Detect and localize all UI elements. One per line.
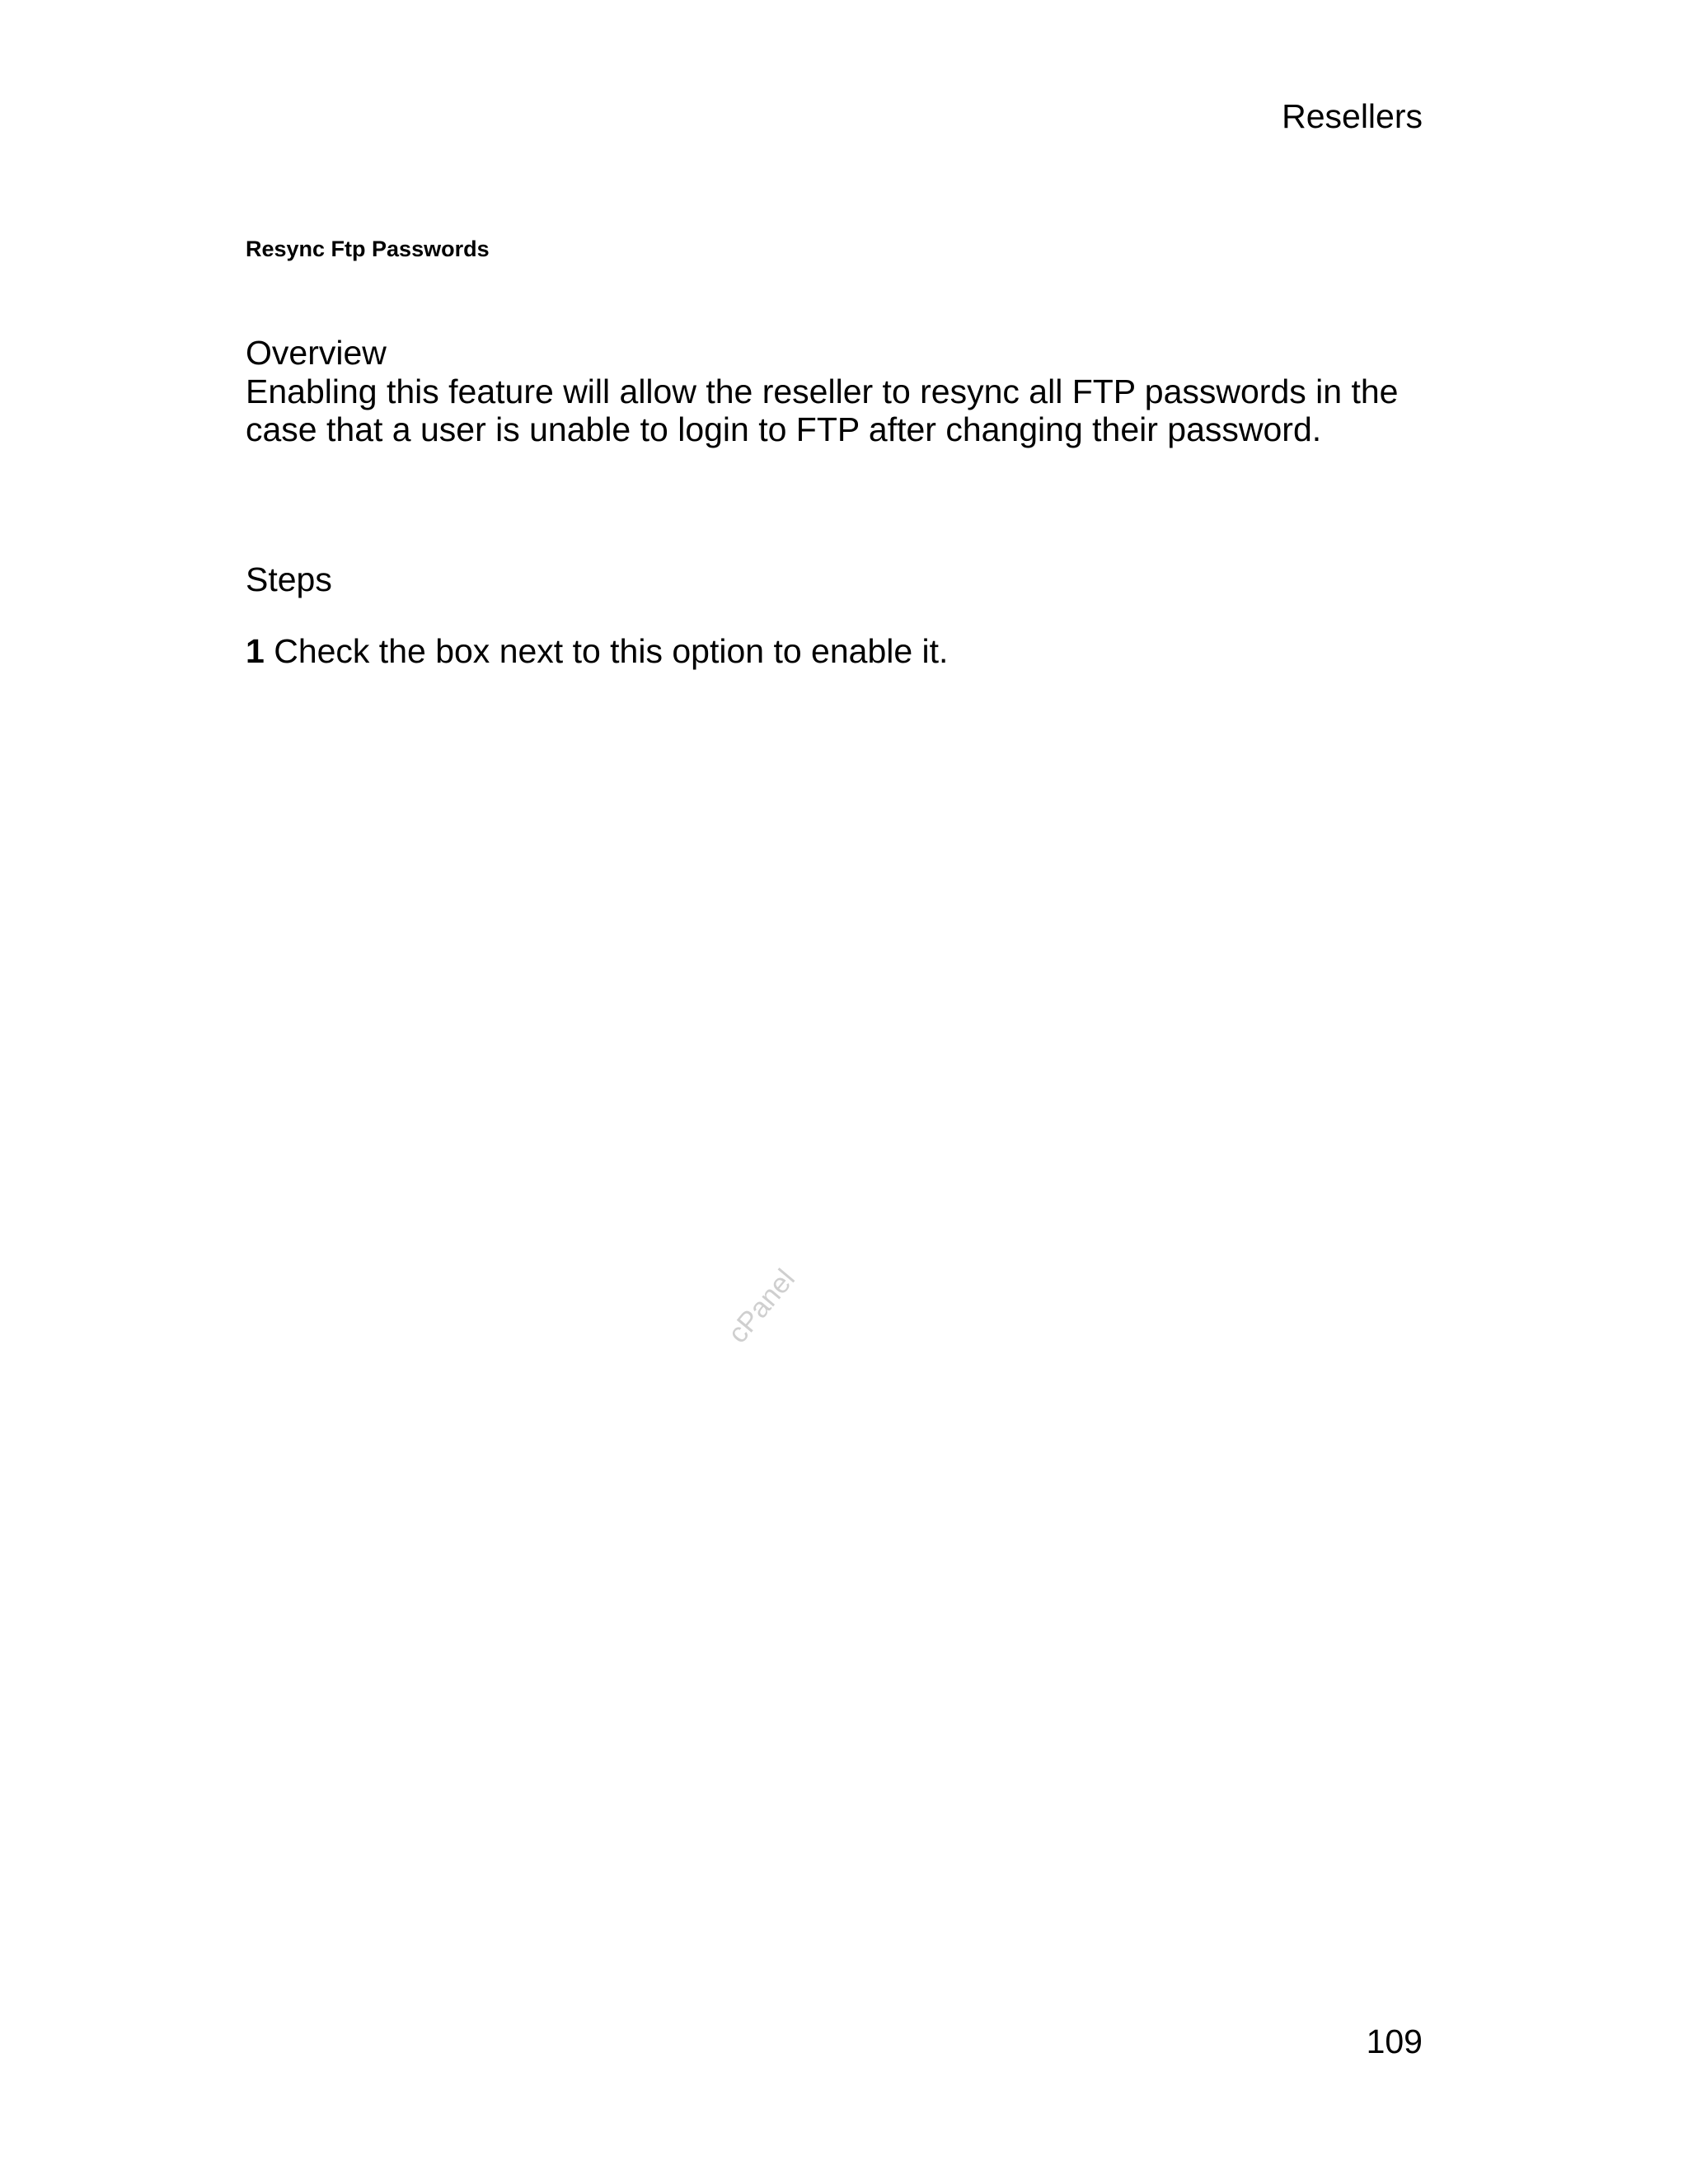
steps-heading: Steps (246, 560, 332, 598)
overview-paragraph (246, 373, 1449, 448)
overview-heading: Overview (246, 334, 387, 372)
step-item (246, 630, 948, 672)
page-number: 109 (1366, 2022, 1423, 2060)
running-header: Resellers (1282, 97, 1423, 135)
watermark: cPanel (722, 1263, 801, 1350)
overview-line: Enabling this feature will allow the reseller to resync all FTP passwords in the (246, 373, 1399, 410)
step-number: 1 (246, 632, 265, 670)
section-title: Resync Ftp Passwords (246, 237, 490, 261)
overview-line: case that a user is unable to login to FTP after changing their password. (246, 410, 1322, 448)
step-text: Check the box next to this option to enable it. (264, 632, 949, 670)
